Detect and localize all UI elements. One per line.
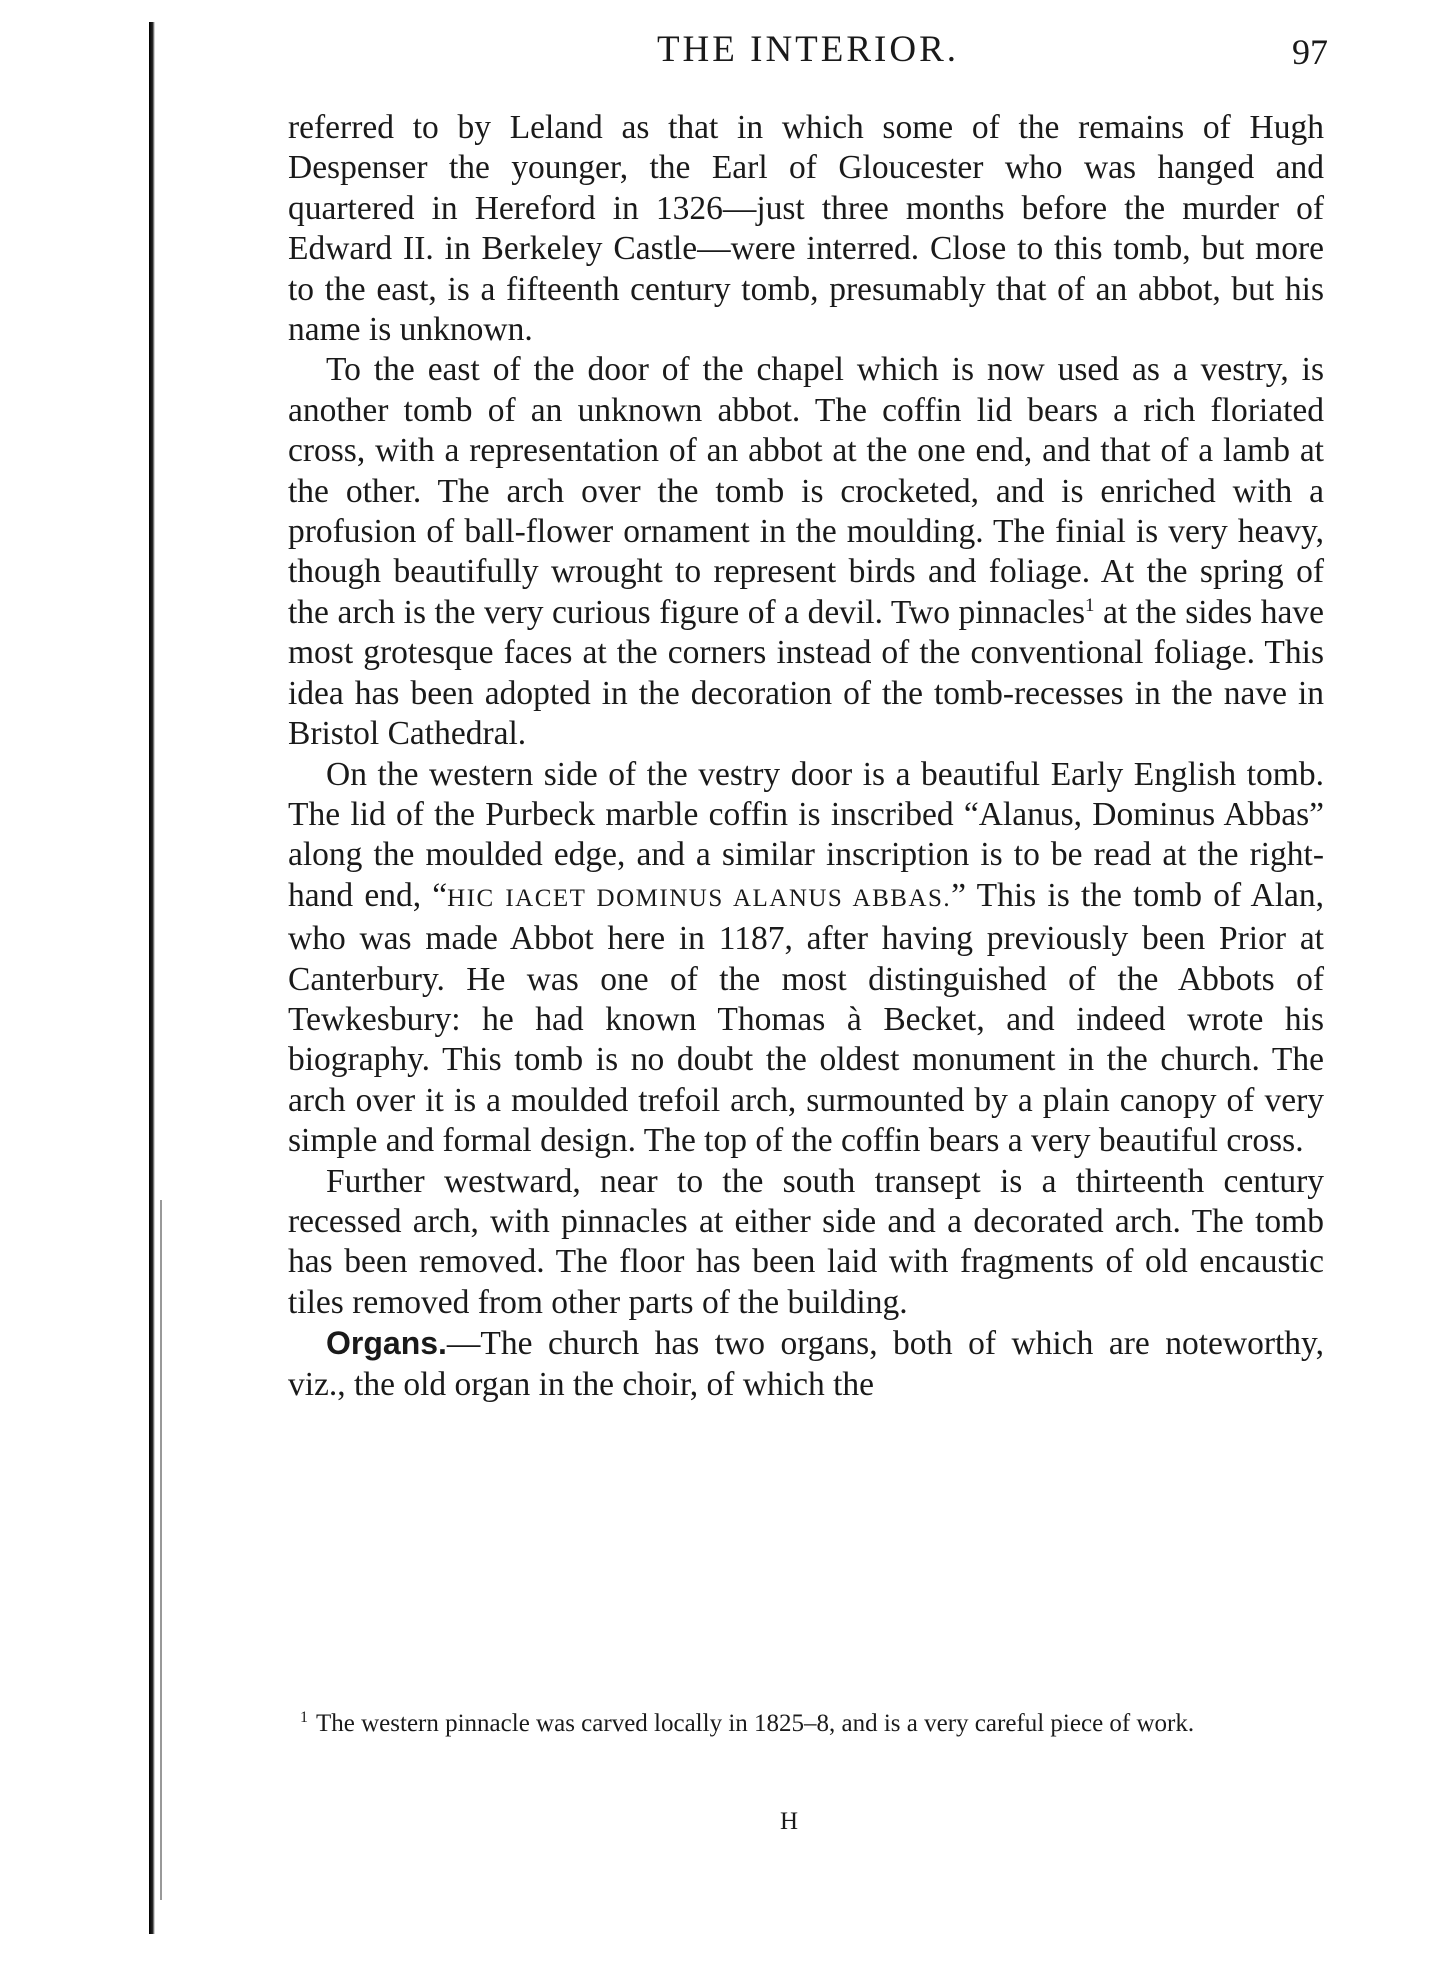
paragraph-text: On the western side of the vestry door is a beautiful Early English tomb. The lid of the Purbeck marble coffin is inscribed “Alanus, Dominus Abbas” along the moulded edge, and a similar inscription is to be read at the right-hand end, “ [288,755,1324,914]
inscription: HIC IACET DOMINUS ALANUS ABBAS. [447,884,952,912]
section-heading-organs: Organs. [326,1325,447,1362]
paragraph-text: —The church has two organs, both of which are noteworthy, viz., the old organ in the choir, of which the [288,1325,1324,1403]
footnote [276,1708,1324,1740]
binding-shadow [160,1200,162,1900]
paragraph-text: at the sides have most grotesque faces at the corners instead of the conventional foliage. This idea has been adopted in the decoration of the tomb-recesses in the nave in Bristol Cathedral. [288,593,1324,753]
signature-mark: H [780,1808,799,1835]
paragraph-alan-tomb [288,755,1324,1162]
paragraph-text: To the east of the door of the chapel which is now used as a vestry, is another tomb of an unknown abbot. The coffin lid bears a rich floriated cross, with a representation of an abbot at the one end, and that of a lamb at the other. The arch over the tomb is crocketed, and is enriched with a profusion of ball-flower ornament in the moulding. The finial is very heavy, though beautifully wrought to represent birds and foliage. At the spring of the arch is the very curious figure of a devil. Two pinnacles [288,351,1324,631]
body-text [288,108,1324,1405]
paragraph-text: ” This is the tomb of Alan, who was made Abbot here in 1187, after having previously been Prior at Canterbury. He was one of the most distinguished of the Abbots of Tewkesbury: he had known Thomas à Becket, and indeed wrote his biography. This tomb is no doubt the oldest monument in the church. The arch over it is a moulded trefoil arch, surmounted by a plain canopy of very simple and formal design. The top of the coffin bears a very beautiful cross. [288,876,1324,1160]
paragraph-organs [288,1323,1324,1405]
footnote-number: 1 [300,1708,308,1726]
paragraph-continuation: referred to by Leland as that in which some of the remains of Hugh Despenser the younger, the Earl of Gloucester who was hanged and quartered in Hereford in 1326—just three months before the murder of Edward II. in Berkeley Castle—were interred. Close to this tomb, but more to the east, is a fifteenth century tomb, presumably that of an abbot, but his name is unknown. [288,109,1324,349]
binding-edge [149,22,155,1934]
page-header [288,26,1328,74]
paragraph-recessed-arch: Further westward, near to the south transept is a thirteenth century recessed arch, with pinnacles at either side and a decorated arch. The tomb has been removed. The floor has been laid with fragments of old encaustic tiles removed from other parts of the building. [288,1162,1324,1321]
page-number: 97 [1292,32,1328,72]
running-title: THE INTERIOR. [656,29,960,70]
paragraph-vestry-tomb [288,350,1324,754]
footnote-marker: 1 [1085,594,1095,616]
footnote-text: The western pinnacle was carved locally in 1825–8, and is a very careful piece of work. [316,1710,1195,1737]
